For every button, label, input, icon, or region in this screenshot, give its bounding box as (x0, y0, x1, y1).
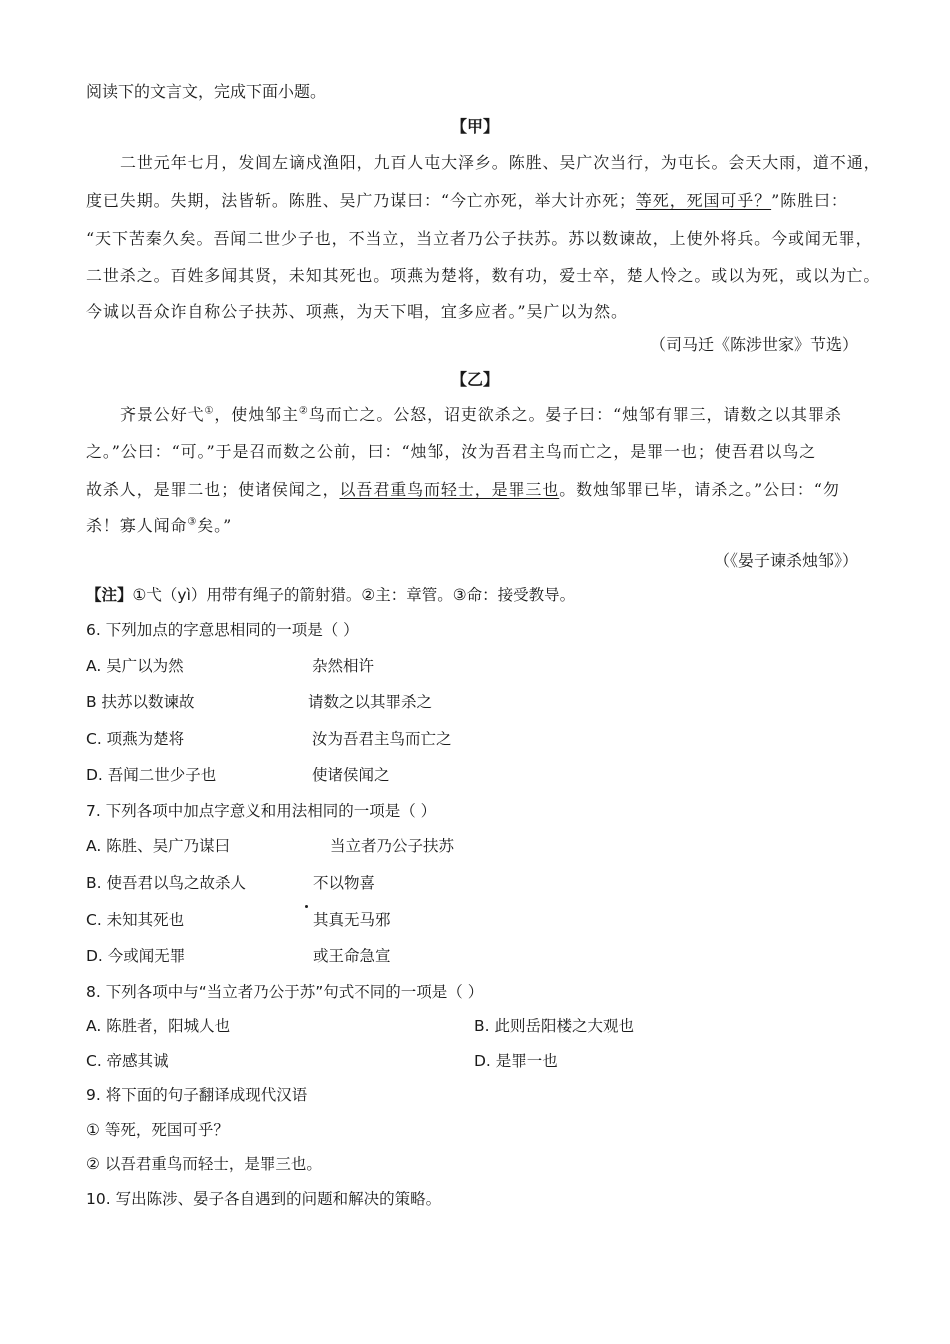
passage-yi-line-1-c: 鸟而亡之。公怒，诏吏欲杀之。晏子曰：“烛邹有罪三，请数之以其罪杀 (308, 405, 842, 424)
q9-item-2: ② 以吾君重鸟而轻士，是罪三也。 (86, 1155, 322, 1173)
annotation-notes (86, 585, 575, 605)
q9-item-1: ① 等死，死国可乎？ (86, 1121, 229, 1139)
q6-option-c-right: 汝为吾君主鸟而亡之 (312, 730, 452, 748)
passage-yi-line-1 (120, 405, 842, 425)
passage-yi-line-4-b: 矣。” (197, 516, 233, 535)
passage-jia-line-3: “天下苦秦久矣。吾闻二世少子也，不当立，当立者乃公子扶苏。苏以数谏故，上使外将兵。今或闻无罪， (86, 229, 873, 248)
q6-option-d-left: D. 吾闻二世少子也 (86, 766, 217, 784)
question-9-stem: 9. 将下面的句子翻译成现代汉语 (86, 1086, 308, 1104)
q6-option-a-right: 杂然相许 (312, 657, 375, 675)
passage-jia-line-2-text: 度已失期。失期，法皆斩。陈胜、吴广乃谋曰：“今亡亦死，举大计亦死； (86, 191, 636, 210)
q7-option-d-left: D. 今或闻无罪 (86, 947, 186, 965)
emphasis-dot (305, 905, 308, 908)
q7-option-d-right: 或王命急宣 (313, 947, 391, 965)
intro-text: 阅读下的文言文，完成下面小题。 (86, 82, 327, 101)
passage-yi-line-2: 之。”公曰：“可。”于是召而数之公前，曰：“烛邹，汝为吾君主鸟而亡之，是罪一也；使吾君以鸟之 (86, 442, 817, 461)
q7-option-c-right: 其真无马邪 (313, 911, 391, 929)
passage-jia-heading: 【甲】 (450, 117, 499, 136)
q8-option-a: A. 陈胜者，阳城人也 (86, 1017, 231, 1035)
passage-yi-line-1-a: 齐景公好弋 (120, 405, 205, 424)
notes-text: ①弋（yì）用带有绳子的箭射猎。②主：章管。③命：接受教导。 (132, 586, 576, 604)
question-6-stem: 6. 下列加点的字意思相同的一项是（ ） (86, 621, 359, 639)
passage-yi-heading: 【乙】 (450, 370, 499, 389)
passage-yi-line-4 (86, 516, 232, 536)
passage-yi-line-1-b: ，使烛邹主 (214, 405, 299, 424)
q6-option-a-left: A. 吴广以为然 (86, 657, 184, 675)
underlined-sentence-jia: 等死，死国可乎？ (635, 191, 772, 210)
passage-yi-source: （《晏子谏杀烛邹》） (713, 551, 858, 570)
q7-option-c-left: C. 未知其死也 (86, 911, 185, 929)
q7-option-b-right: 不以物喜 (313, 874, 376, 892)
q8-option-d: D. 是罪一也 (474, 1052, 558, 1070)
footnote-marker-2: ② (298, 405, 309, 417)
q7-option-a-right: 当立者乃公子扶苏 (330, 837, 455, 855)
passage-yi-line-3 (86, 480, 840, 500)
passage-yi-line-4-a: 杀！寡人闻命 (86, 516, 188, 535)
q8-option-b: B. 此则岳阳楼之大观也 (474, 1017, 634, 1035)
passage-jia-line-5: 今诚以吾众诈自称公子扶苏、项燕，为天下唱，宜多应者。”吴广以为然。 (86, 302, 628, 321)
question-7-stem: 7. 下列各项中加点字意义和用法相同的一项是（ ） (86, 802, 437, 820)
question-8-stem: 8. 下列各项中与“当立者乃公于苏”句式不同的一项是（ ） (86, 983, 484, 1001)
q8-option-c: C. 帝感其诚 (86, 1052, 169, 1070)
notes-label: 【注】 (86, 586, 133, 604)
passage-yi-line-3-a: 故杀人，是罪二也；使诸侯闻之， (86, 480, 340, 499)
passage-jia-line-4: 二世杀之。百姓多闻其贤，未知其死也。项燕为楚将，数有功，爱士卒，楚人怜之。或以为死，或以为亡。 (86, 266, 881, 285)
q6-option-d-right: 使诸侯闻之 (312, 766, 390, 784)
passage-jia-line-1: 二世元年七月，发闾左谪戍渔阳，九百人屯大泽乡。陈胜、吴广次当行，为屯长。会天大雨，道不通， (120, 153, 881, 172)
question-10-stem: 10. 写出陈涉、晏子各自遇到的问题和解决的策略。 (86, 1190, 442, 1208)
footnote-marker-3: ③ (187, 516, 198, 528)
underlined-sentence-yi: 以吾君重鸟而轻士，是罪三也 (339, 480, 560, 499)
q6-option-c-left: C. 项燕为楚将 (86, 730, 185, 748)
q7-option-a-left: A. 陈胜、吴广乃谋曰 (86, 837, 231, 855)
passage-jia-line-2-tail: ”陈胜曰： (771, 191, 848, 210)
footnote-marker-1: ① (204, 405, 215, 417)
passage-yi-line-3-b: 。数烛邹罪已毕，请杀之。”公曰：“勿 (559, 480, 840, 499)
q6-option-b-left: B 扶苏以数谏故 (86, 693, 195, 711)
q6-option-b-right: 请数之以其罪杀之 (308, 693, 433, 711)
passage-jia-line-2 (86, 191, 848, 211)
q7-option-b-left: B. 使吾君以鸟之故杀人 (86, 874, 246, 892)
passage-jia-source: （司马迁《陈涉世家》节选） (649, 335, 858, 354)
